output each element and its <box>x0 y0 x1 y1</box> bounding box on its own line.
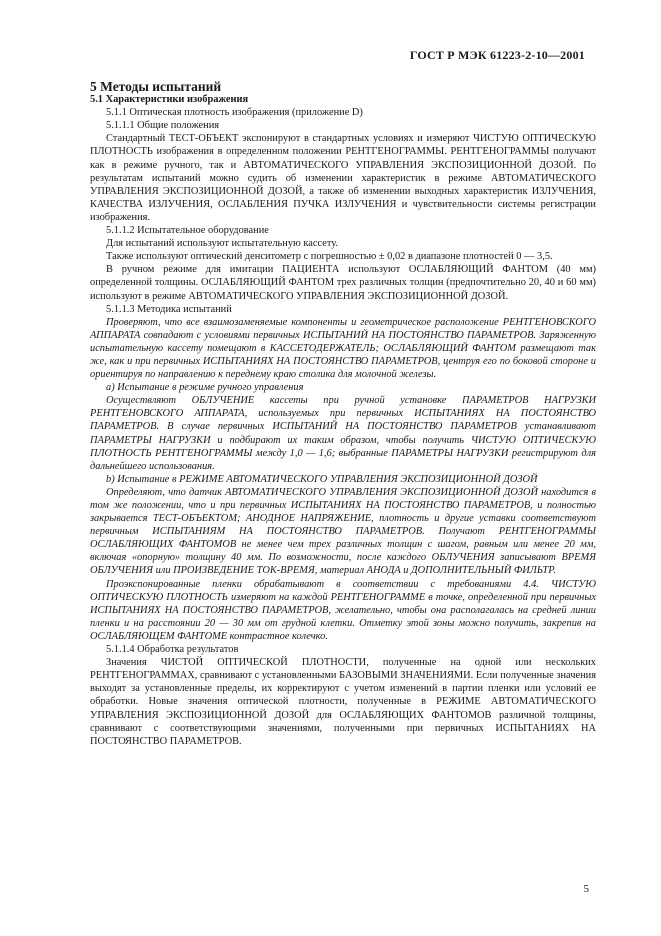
document-body <box>90 80 596 748</box>
page-number: 5 <box>583 883 589 895</box>
item-b-heading: b) Испытание в РЕЖИМЕ АВТОМАТИЧЕСКОГО УПРАВЛЕНИЯ ЭКСПОЗИЦИОННОЙ ДОЗОЙ <box>106 473 538 485</box>
clause-5-1-1-heading: 5.1.1 Оптическая плотность изображения (приложение D) <box>106 107 363 119</box>
item-a-paragraph: Осуществляют ОБЛУЧЕНИЕ кассеты при ручной установке ПАРАМЕТРОВ НАГРУЗКИ РЕНТГЕНОВСКОГО АППАРАТА, используемых при первичных ИСПЫТАНИЯХ НА ПОСТОЯНСТВО ПАРАМЕТРОВ. В случае первичных ИСПЫТАНИЙ НА ПОСТОЯНСТВО ПАРАМЕТРОВ устанавливают ПАРАМЕТРЫ НАГРУЗКИ и подбирают их таким образом, чтобы получить ЧИСТУЮ ОПТИЧЕСКУЮ ПЛОТНОСТЬ РЕНТГЕНОГРАММЫ между 1,0 — 1,6; выбранные ПАРАМЕТРЫ НАГРУЗКИ регистрируют для дальнейшего использования. <box>90 395 596 472</box>
section-title: 5 Методы испытаний <box>90 79 222 94</box>
general-provisions-paragraph: Стандартный ТЕСТ-ОБЪЕКТ экспонируют в стандартных условиях и измеряют ЧИСТУЮ ОПТИЧЕСКУЮ ПЛОТНОСТЬ изображения в определенном положении РЕНТГЕНОГРАММЫ. РЕНТГЕНОГРАММЫ получают как в режиме ручного, так и АВТОМАТИЧЕСКОГО УПРАВЛЕНИЯ ЭКСПОЗИЦИОННОЙ ДОЗОЙ. По результатам испытаний можно судить об изменении характеристик в режиме АВТОМАТИЧЕСКОГО УПРАВЛЕНИЯ ЭКСПОЗИЦИОННОЙ ДОЗОЙ, а также об изменении выходных характеристик ИЗЛУЧЕНИЯ, КАЧЕСТВА ИЗЛУЧЕНИЯ, ОСЛАБЛЕНИЯ ПУЧКА ИЗЛУЧЕНИЯ и чувствительности системы регистрации изображения. <box>90 133 596 223</box>
equipment-paragraph-3: В ручном режиме для имитации ПАЦИЕНТА используют ОСЛАБЛЯЮЩИЙ ФАНТОМ (40 мм) определенной толщины. ОСЛАБЛЯЮЩИЙ ФАНТОМ трех различных толщин (предпочтительно 20, 40 и 60 мм) используют в режиме АВТОМАТИЧЕСКОГО УПРАВЛЕНИЯ ЭКСПОЗИЦИОННОЙ ДОЗОЙ. <box>90 264 596 302</box>
method-paragraph: Проверяют, что все взаимозаменяемые компоненты и геометрическое расположение РЕНТГЕНОВСКОГО АППАРАТА совпадают с условиями первичных ИСПЫТАНИЙ НА ПОСТОЯНСТВО ПАРАМЕТРОВ. Заряженную испытательную кассету помещают в КАССЕТОДЕРЖАТЕЛЬ; ОСЛАБЛЯЮЩИЙ ФАНТОМ размещают так же, как и при первичных ИСПЫТАНИЯХ НА ПОСТОЯНСТВО ПАРАМЕТРОВ, центруя его по боковой стороне и ориентируя по направлению к переднему краю столика для молочной железы. <box>90 316 596 381</box>
document-code-header: ГОСТ Р МЭК 61223-2-10—2001 <box>409 48 585 62</box>
item-a-heading: а) Испытание в режиме ручного управления <box>106 382 304 394</box>
clause-5-1-1-1-heading: 5.1.1.1 Общие положения <box>106 120 220 132</box>
clause-5-1-1-4-heading: 5.1.1.4 Обработка результатов <box>106 644 239 656</box>
subsection-title: 5.1 Характеристики изображения <box>90 94 249 106</box>
results-paragraph: Значения ЧИСТОЙ ОПТИЧЕСКОЙ ПЛОТНОСТИ, полученные на одной или нескольких РЕНТГЕНОГРАММАХ, сравнивают с установленными БАЗОВЫМИ ЗНАЧЕНИЯМИ. Если полученные значения выходят за установленные пределы, их корректируют с учетом изменений в партии пленки или условий ее обработки. Новые значения оптической плотности, полученные в РЕЖИМЕ АВТОМАТИЧЕСКОГО УПРАВЛЕНИЯ ЭКСПОЗИЦИОННОЙ ДОЗОЙ для ОСЛАБЛЯЮЩИХ ФАНТОМОВ различной толщины, сравнивают с соответствующими значениями, полученными при первичных ИСПЫТАНИЯХ НА ПОСТОЯНСТВО ПАРАМЕТРОВ. <box>90 657 596 747</box>
equipment-paragraph-1: Для испытаний используют испытательную кассету. <box>106 238 339 250</box>
equipment-paragraph-2: Также используют оптический денситометр с погрешностью ± 0,02 в диапазоне плотностей 0 — 3,5. <box>106 251 553 263</box>
clause-5-1-1-3-heading: 5.1.1.3 Методика испытаний <box>106 303 232 315</box>
item-b-paragraph-1: Определяют, что датчик АВТОМАТИЧЕСКОГО УПРАВЛЕНИЯ ЭКСПОЗИЦИОННОЙ ДОЗОЙ находится в том же положении, что и при первичных ИСПЫТАНИЯХ НА ПОСТОЯНСТВО ПАРАМЕТРОВ, и полностью закрывается ТЕСТ-ОБЪЕКТОМ; АНОДНОЕ НАПРЯЖЕНИЕ, плотность и другие уставки соответствуют первичным ИСПЫТАНИЯМ НА ПОСТОЯНСТВО ПАРАМЕТРОВ. Получают РЕНТГЕНОГРАММЫ ОСЛАБЛЯЮЩИХ ФАНТОМОВ не менее чем трех различных толщин с шагом, равным или менее 20 мм, включая «опорную» толщину 40 мм. По возможности, после каждого ОБЛУЧЕНИЯ записывают ВРЕМЯ ОБЛУЧЕНИЯ или ПРОИЗВЕДЕНИЕ ТОК-ВРЕМЯ, материал АНОДА и ДОПОЛНИТЕЛЬНЫЙ ФИЛЬТР. <box>90 486 596 577</box>
item-b-paragraph-2: Проэкспонированные пленки обрабатывают в соответствии с требованиями 4.4. ЧИСТУЮ ОПТИЧЕСКУЮ ПЛОТНОСТЬ измеряют на каждой РЕНТГЕНОГРАММЕ в точке, определенной при первичных ИСПЫТАНИЯХ НА ПОСТОЯНСТВО ПАРАМЕТРОВ, желательно, чтобы она располагалась на средней линии пленки и на расстоянии 20 — 30 мм от грудной клетки. Отметку этой зоны можно получить, закрепив на ОСЛАБЛЯЮЩЕМ ФАНТОМЕ контрастное колечко. <box>90 578 596 642</box>
clause-5-1-1-2-heading: 5.1.1.2 Испытательное оборудование <box>106 225 269 237</box>
